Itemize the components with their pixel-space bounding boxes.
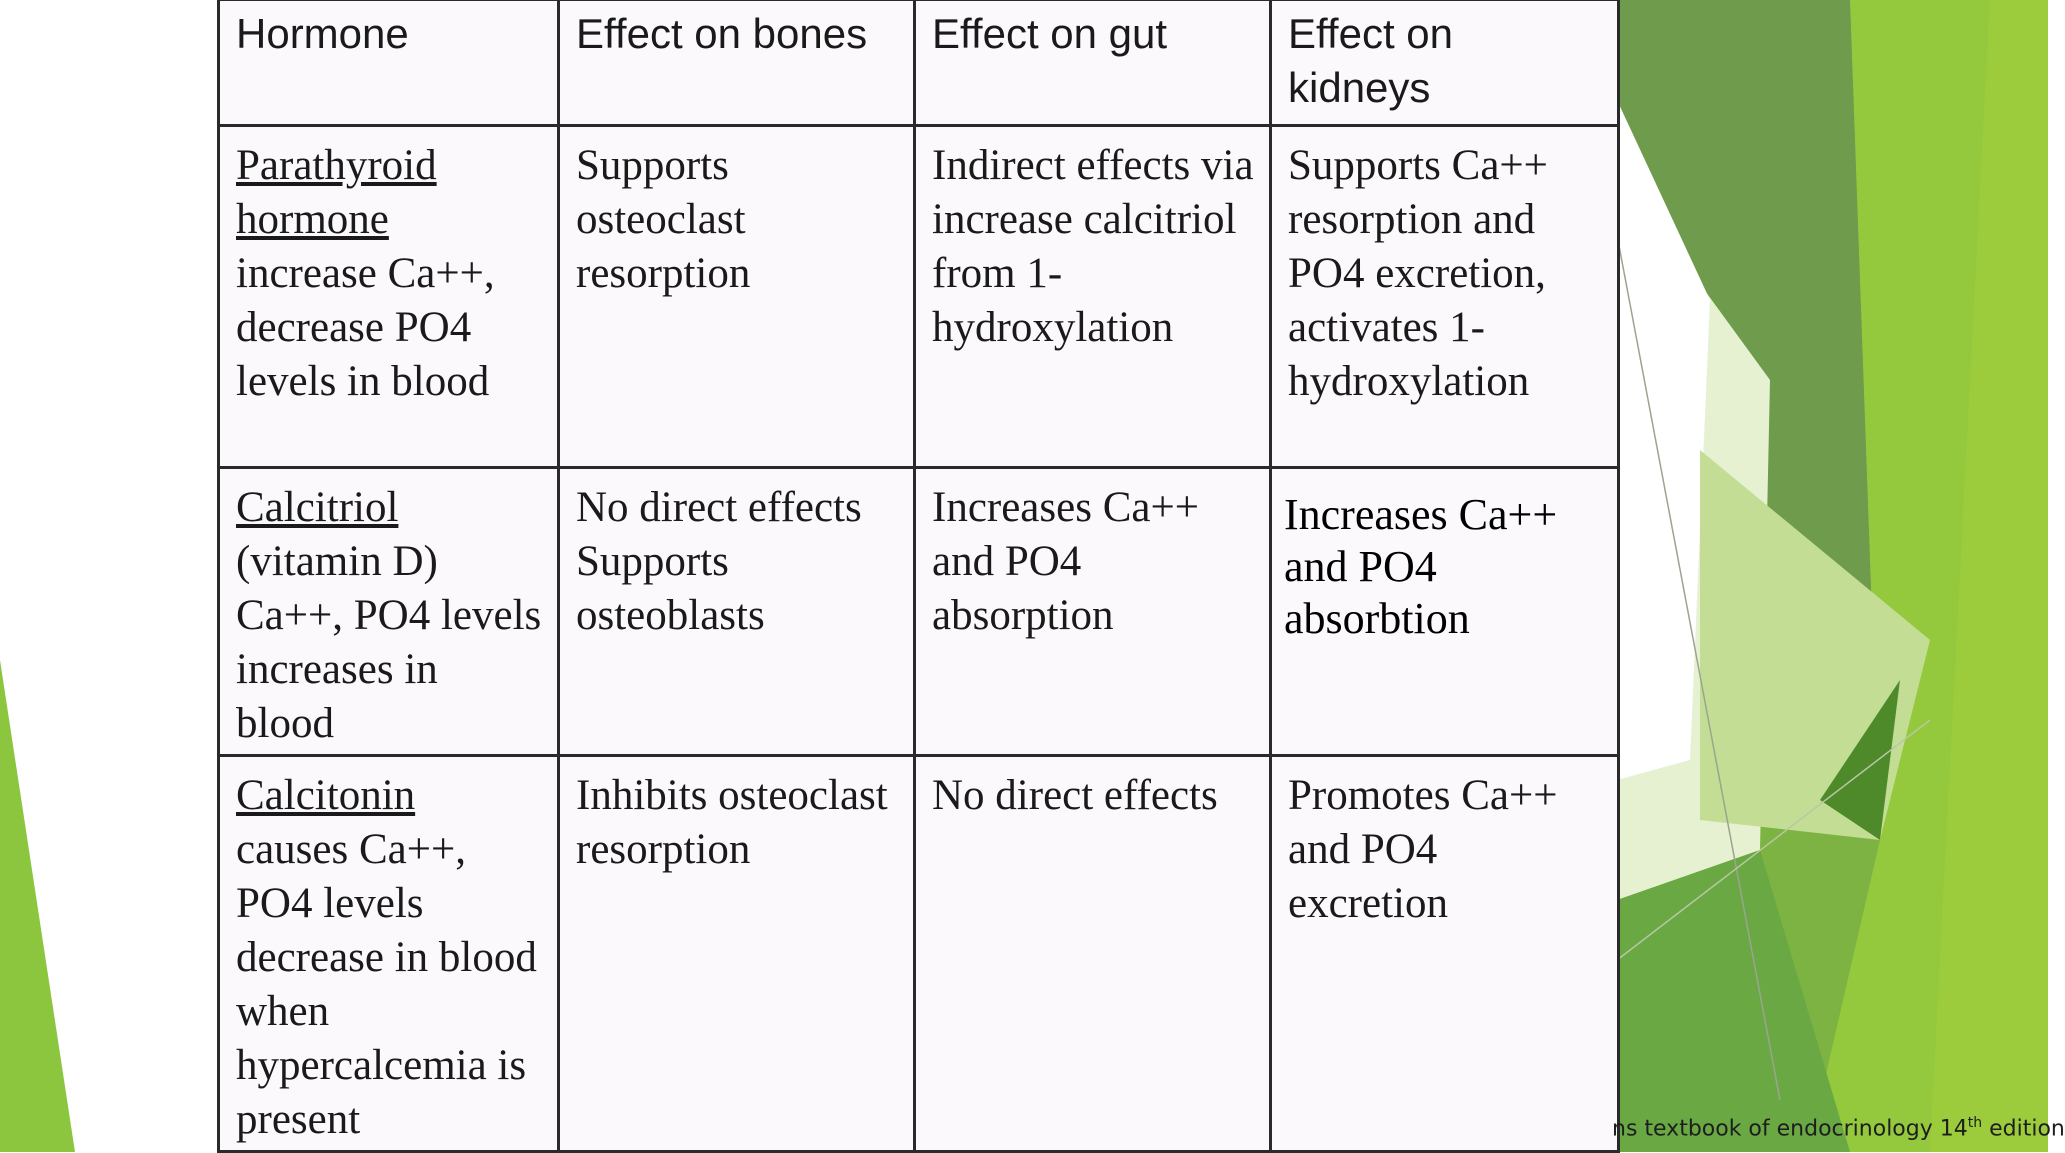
cell-kidneys: Supports Ca++ resorption and PO4 excretion, activates 1-hydroxylation xyxy=(1271,126,1619,468)
cell-gut: Increases Ca++ and PO4 absorption xyxy=(915,468,1271,756)
citation-main: ns textbook of endocrinology 14 xyxy=(1612,1116,1968,1142)
cell-hormone xyxy=(219,468,559,756)
table-row-calcitriol xyxy=(219,468,1619,756)
hormone-description: (vitamin D) Ca++, PO4 levels increases in blood xyxy=(236,538,542,747)
left-green-shard xyxy=(0,660,75,1152)
cell-bones: No direct effects Supports osteoblasts xyxy=(559,468,915,756)
hormone-effects-table xyxy=(217,0,1620,1153)
header-effect-bones: Effect on bones xyxy=(559,0,915,126)
table-row-calcitonin xyxy=(219,756,1619,1152)
cell-gut: Indirect effects via increase calcitriol from 1-hydroxylation xyxy=(915,126,1271,468)
citation-superscript: th xyxy=(1967,1115,1983,1131)
hormone-name: Calcitriol xyxy=(236,484,399,531)
table-header-row xyxy=(219,0,1619,126)
header-effect-kidneys: Effect on kidneys xyxy=(1271,0,1619,126)
hormone-name: Calcitonin xyxy=(236,772,416,819)
header-hormone: Hormone xyxy=(219,0,559,126)
cell-gut: No direct effects xyxy=(915,756,1271,1152)
cell-bones: Supports osteoclast resorption xyxy=(559,126,915,468)
hormone-description: increase Ca++, decrease PO4 levels in blood xyxy=(236,250,495,405)
header-effect-gut: Effect on gut xyxy=(915,0,1271,126)
cell-kidneys: Increases Ca++ and PO4 absorbtion xyxy=(1271,468,1619,756)
cell-hormone xyxy=(219,126,559,468)
citation-text xyxy=(1612,1115,2065,1141)
citation-suffix: edition xyxy=(1982,1116,2065,1142)
cell-bones: Inhibits osteoclast resorption xyxy=(559,756,915,1152)
hormone-name: Parathyroid hormone xyxy=(236,142,437,243)
cell-kidneys: Promotes Ca++ and PO4 excretion xyxy=(1271,756,1619,1152)
table-row-parathyroid xyxy=(219,126,1619,468)
cell-hormone xyxy=(219,756,559,1152)
hormone-description: causes Ca++, PO4 levels decrease in blood when hypercalcemia is present xyxy=(236,826,537,1143)
